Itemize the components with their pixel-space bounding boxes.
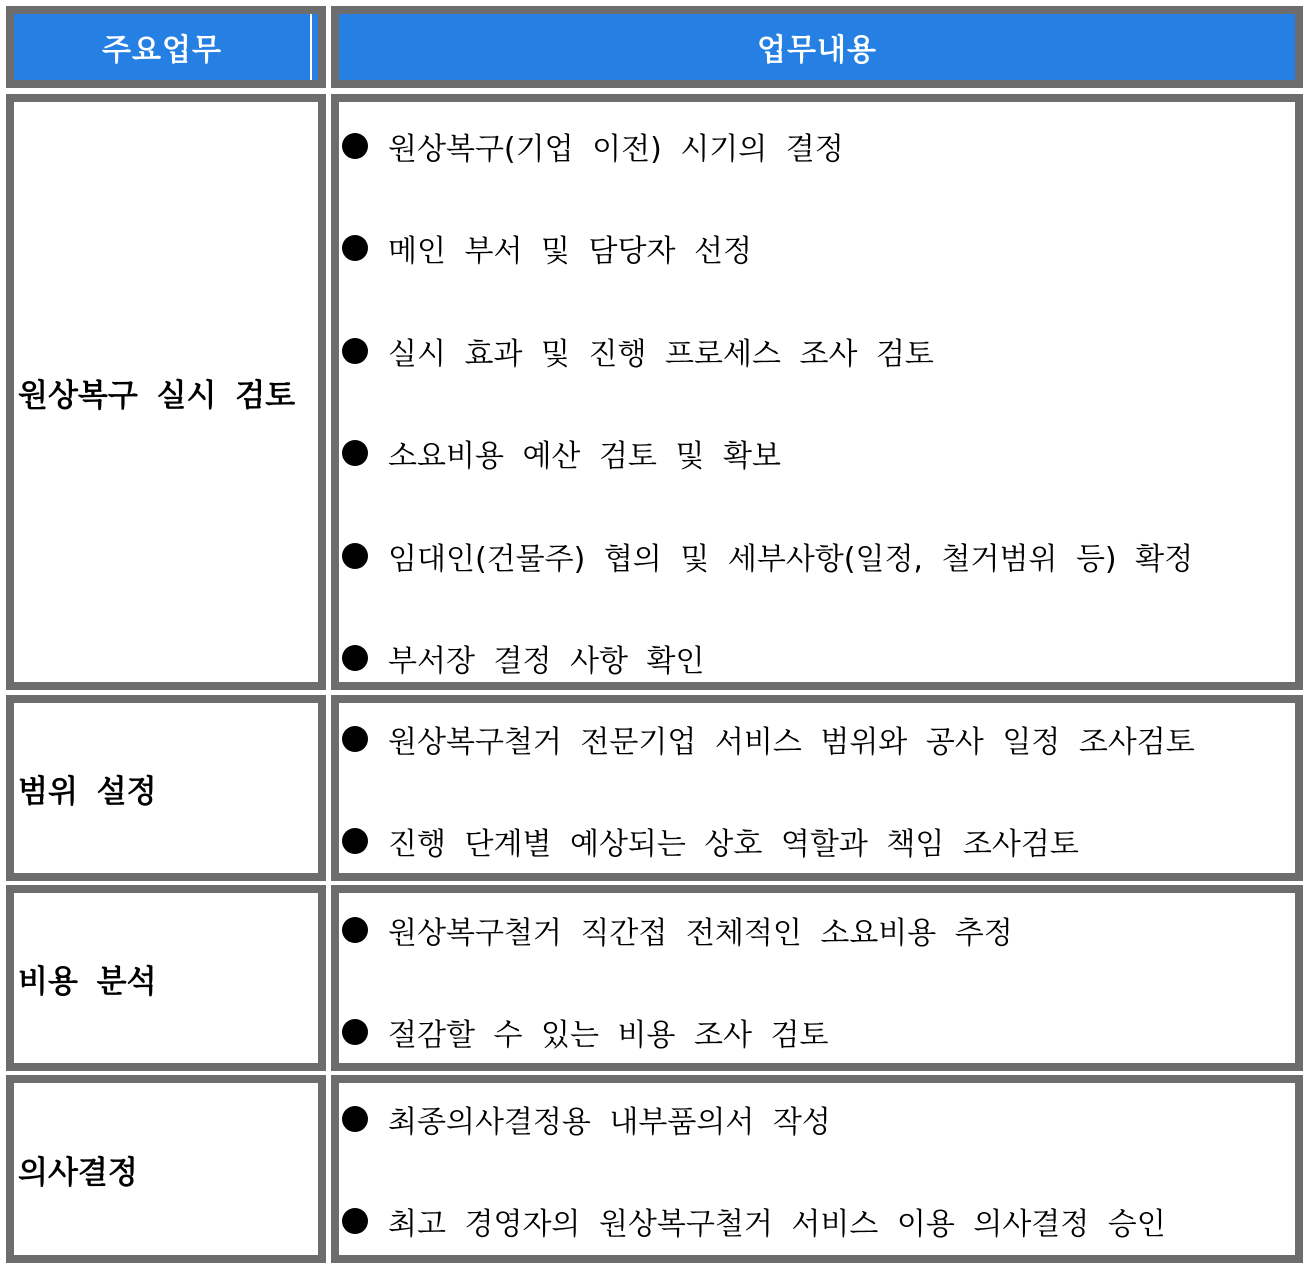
header-cell-main-task [6,6,326,88]
bullet-icon [342,645,368,671]
bullet-icon [342,1208,368,1234]
details-cell-scope [331,695,1303,881]
list-item [339,719,1195,759]
list-item-text: 최종의사결정용 내부품의서 작성 [388,1105,831,1140]
bullet-icon [342,1019,368,1045]
list-item [339,228,752,268]
list-item [339,821,1079,861]
list-item [339,1099,831,1139]
bullet-icon [342,828,368,854]
bullet-icon [342,543,368,569]
list-item [339,1012,828,1052]
list-item-text: 원상복구철거 직간접 전체적인 소요비용 추정 [388,916,1013,951]
header-cell-task-details [331,6,1303,88]
details-cell-decision [331,1075,1303,1263]
bullet-icon [342,1106,368,1132]
task-cell-cost [6,885,326,1071]
list-item-text: 임대인(건물주) 협의 및 세부사항(일정, 철거범위 등) 확정 [388,542,1194,577]
bullet-icon [342,338,368,364]
list-item [339,331,934,371]
list-item-text: 소요비용 예산 검토 및 확보 [388,439,781,474]
list-item-text: 원상복구(기업 이전) 시기의 결정 [388,132,844,167]
list-item-text: 메인 부서 및 담당자 선정 [388,234,752,269]
list-item [339,536,1193,576]
task-label: 비용 분석 [18,963,157,1000]
header-task-details: 업무내용 [757,33,877,68]
task-cell-scope [6,695,326,881]
task-label: 범위 설정 [18,773,157,810]
list-item [339,126,844,166]
list-item [339,1201,1166,1241]
list-item-text: 부서장 결정 사항 확인 [388,644,705,679]
list-item-text: 최고 경영자의 원상복구철거 서비스 이용 의사결정 승인 [388,1207,1166,1242]
details-cell-review [331,94,1303,690]
list-item-text: 진행 단계별 예상되는 상호 역할과 책임 조사검토 [388,827,1079,862]
list-item-text: 절감할 수 있는 비용 조사 검토 [388,1018,829,1053]
task-label: 원상복구 실시 검토 [18,377,296,414]
bullet-icon [342,440,368,466]
list-item-text: 원상복구철거 전문기업 서비스 범위와 공사 일정 조사검토 [388,725,1195,760]
bullet-icon [342,917,368,943]
task-cell-review [6,94,326,690]
list-item-text: 실시 효과 및 진행 프로세스 조사 검토 [388,337,934,372]
list-item [339,910,1013,950]
bullet-icon [342,726,368,752]
task-cell-decision [6,1075,326,1263]
header-main-task: 주요업무 [14,14,312,80]
list-item [339,433,781,473]
list-item [339,638,704,678]
bullet-icon [342,235,368,261]
task-label: 의사결정 [18,1154,138,1191]
bullet-icon [342,133,368,159]
details-cell-cost [331,885,1303,1071]
